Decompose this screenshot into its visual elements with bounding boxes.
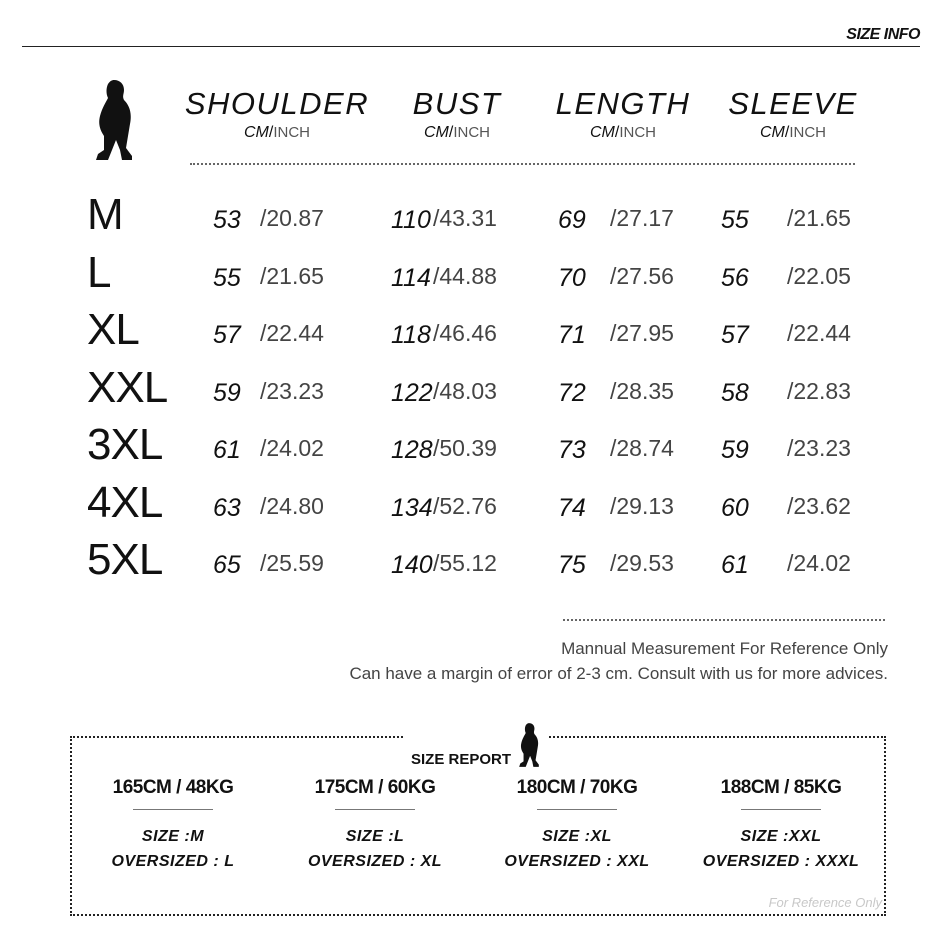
ape-icon — [92, 78, 136, 162]
size-label: M — [87, 190, 123, 239]
sleeve-cm-value: 57 — [721, 321, 749, 349]
length-cm-value: 72 — [558, 378, 586, 407]
bust-inch-value: /48.03 — [433, 377, 497, 404]
ape-icon — [517, 722, 541, 768]
length-cm-value: 69 — [558, 206, 586, 234]
bust-cm-value: 122 — [391, 378, 433, 407]
shoulder-cm-value: 63 — [213, 493, 241, 522]
column-title: LENGTH — [555, 86, 691, 121]
column-unit: CM/INCH — [589, 124, 656, 141]
length-inch-value: /29.53 — [610, 550, 674, 576]
length-cm-value: 71 — [558, 321, 586, 349]
length-cm-value: 73 — [558, 436, 586, 464]
bust-inch-value: /55.12 — [433, 550, 497, 576]
size-label: L — [87, 247, 111, 297]
shoulder-inch-value: /25.59 — [260, 550, 324, 576]
length-cm-value: 70 — [558, 263, 586, 292]
report-height-weight: 175CM / 60KG — [314, 777, 436, 798]
length-cm-value: 74 — [558, 493, 586, 522]
length-inch-value: /27.56 — [610, 262, 674, 289]
sleeve-inch-value: /22.44 — [787, 320, 851, 346]
shoulder-inch-value: /24.80 — [260, 492, 324, 519]
page-title: SIZE INFO — [846, 26, 920, 43]
shoulder-cm-value: 59 — [213, 378, 241, 407]
size-label: 4XL — [87, 477, 163, 527]
bust-inch-value: /50.39 — [433, 435, 497, 461]
reference-only-note: For Reference Only — [768, 895, 882, 910]
report-size: SIZE :XL — [542, 828, 612, 845]
sleeve-cm-value: 56 — [721, 263, 749, 292]
shoulder-inch-value: /22.44 — [260, 320, 324, 346]
sleeve-inch-value: /21.65 — [787, 205, 851, 231]
sleeve-inch-value: /22.05 — [787, 262, 851, 289]
report-entry — [681, 777, 881, 874]
column-unit: CM/INCH — [423, 124, 490, 141]
report-height-weight: 180CM / 70KG — [516, 777, 638, 798]
size-label: XXL — [87, 362, 168, 412]
shoulder-cm-value: 61 — [213, 436, 241, 464]
report-oversized: OVERSIZED : XXL — [504, 853, 650, 870]
sleeve-inch-value: /22.83 — [787, 377, 851, 404]
report-entry-divider — [741, 809, 821, 810]
header-dotted-divider — [190, 163, 855, 165]
column-title: SHOULDER — [184, 86, 370, 121]
bust-cm-value: 140 — [391, 551, 433, 579]
shoulder-inch-value: /21.65 — [260, 262, 324, 289]
sleeve-cm-value: 60 — [721, 493, 749, 522]
length-inch-value: /27.17 — [610, 205, 674, 231]
size-label: XL — [87, 305, 139, 354]
bust-cm-value: 118 — [391, 321, 431, 349]
report-entry — [477, 777, 677, 874]
report-entry — [275, 777, 475, 874]
sleeve-cm-value: 61 — [721, 551, 749, 579]
column-title: SLEEVE — [728, 86, 858, 121]
report-size: SIZE :L — [345, 828, 405, 845]
note-line-1: Mannual Measurement For Reference Only — [561, 639, 888, 658]
column-header-shoulder — [182, 86, 372, 142]
bust-cm-value: 134 — [391, 493, 433, 522]
bust-cm-value: 110 — [391, 206, 431, 234]
length-inch-value: /29.13 — [610, 492, 674, 519]
report-oversized: OVERSIZED : XL — [307, 853, 443, 870]
shoulder-cm-value: 65 — [213, 551, 241, 579]
notes-dotted-divider — [563, 619, 885, 621]
bust-inch-value: /44.88 — [433, 262, 497, 289]
length-cm-value: 75 — [558, 551, 586, 579]
top-divider — [22, 46, 920, 47]
report-size: SIZE :M — [141, 828, 205, 845]
size-label: 5XL — [87, 535, 163, 584]
column-title: BUST — [412, 86, 502, 121]
shoulder-cm-value: 53 — [213, 206, 241, 234]
note-line-2: Can have a margin of error of 2-3 cm. Consult with us for more advices. — [349, 664, 888, 683]
report-entry — [73, 777, 273, 874]
report-oversized: OVERSIZED : L — [111, 853, 235, 870]
report-height-weight: 165CM / 48KG — [112, 777, 234, 798]
size-report-heading — [405, 722, 547, 768]
shoulder-inch-value: /24.02 — [260, 435, 324, 461]
size-label: 3XL — [87, 420, 163, 469]
bust-cm-value: 114 — [391, 263, 431, 292]
column-header-bust — [377, 86, 537, 142]
length-inch-value: /28.74 — [610, 435, 674, 461]
report-entry-divider — [133, 809, 213, 810]
report-entry-divider — [335, 809, 415, 810]
shoulder-inch-value: /20.87 — [260, 205, 324, 231]
sleeve-cm-value: 59 — [721, 436, 749, 464]
column-header-length — [543, 86, 703, 142]
sleeve-inch-value: /23.23 — [787, 435, 851, 461]
report-oversized: OVERSIZED : XXXL — [702, 853, 860, 870]
shoulder-cm-value: 57 — [213, 321, 241, 349]
sleeve-cm-value: 58 — [721, 378, 749, 407]
length-inch-value: /27.95 — [610, 320, 674, 346]
size-report-title: SIZE REPORT — [411, 751, 512, 768]
report-size: SIZE :XXL — [740, 828, 822, 845]
shoulder-inch-value: /23.23 — [260, 377, 324, 404]
bust-inch-value: /52.76 — [433, 492, 497, 519]
bust-cm-value: 128 — [391, 436, 433, 464]
column-header-sleeve — [713, 86, 873, 142]
shoulder-cm-value: 55 — [213, 263, 241, 292]
report-entry-divider — [537, 809, 617, 810]
sleeve-inch-value: /24.02 — [787, 550, 851, 576]
column-unit: CM/INCH — [243, 124, 310, 141]
report-height-weight: 188CM / 85KG — [720, 777, 842, 798]
sleeve-cm-value: 55 — [721, 206, 749, 234]
column-unit: CM/INCH — [759, 124, 826, 141]
bust-inch-value: /43.31 — [433, 205, 497, 231]
length-inch-value: /28.35 — [610, 377, 674, 404]
sleeve-inch-value: /23.62 — [787, 492, 851, 519]
bust-inch-value: /46.46 — [433, 320, 497, 346]
